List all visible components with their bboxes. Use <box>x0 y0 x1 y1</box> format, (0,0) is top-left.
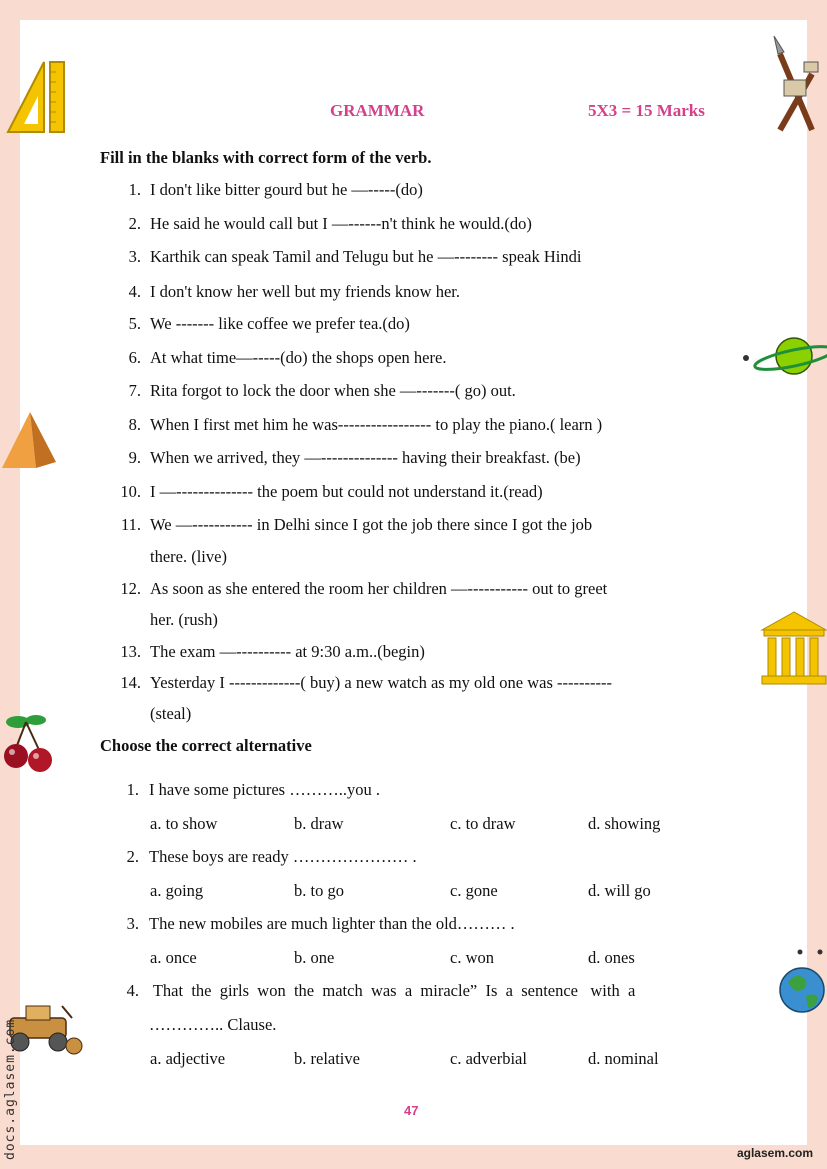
temple-pillars-icon <box>760 610 827 686</box>
question-number: 9. <box>128 448 141 467</box>
question-text: When we arrived, they —-------------- having their breakfast. (be) <box>150 448 581 467</box>
answer-option: c. won <box>450 948 494 967</box>
question-number: 8. <box>128 415 141 434</box>
question-number: 4. <box>126 981 139 1000</box>
question-text: We —----------- in Delhi since I got the job there since I got the job <box>150 515 593 534</box>
question-text: Rita forgot to lock the door when she —-------( go) out. <box>150 381 516 400</box>
question-text: I don't like bitter gourd but he —-----(do) <box>150 180 423 199</box>
section1-heading: Fill in the blanks with correct form of the verb. <box>100 148 432 167</box>
question-text: Yesterday I -------------( buy) a new watch as my old one was ---------- <box>150 673 612 692</box>
question-number: 4. <box>128 282 141 301</box>
answer-option: b. relative <box>294 1049 360 1068</box>
question-text: These boys are ready ………………… . <box>149 847 417 866</box>
question-text: We ------- like coffee we prefer tea.(do) <box>150 314 410 333</box>
question-text: That the girls won the match was a miracle” Is a sentence with a <box>149 981 636 1000</box>
section2-heading: Choose the correct alternative <box>100 736 312 755</box>
question-text: Karthik can speak Tamil and Telugu but he —-------- speak Hindi <box>150 247 582 266</box>
watermark-text: docs.aglasem.com <box>3 1018 18 1160</box>
marks-label: 5X3 = 15 Marks <box>588 101 705 120</box>
answer-option: d. will go <box>588 881 651 900</box>
answer-option: c. to draw <box>450 814 516 833</box>
question-number: 6. <box>128 348 141 367</box>
answer-option: d. showing <box>588 814 661 833</box>
answer-option: a. once <box>150 948 197 967</box>
answer-option: d. nominal <box>588 1049 659 1068</box>
question-text: I have some pictures ………..you . <box>149 780 380 799</box>
answer-option: a. adjective <box>150 1049 226 1068</box>
answer-option: b. one <box>294 948 335 967</box>
compass-tool-icon <box>764 34 824 136</box>
question-text: At what time—-----(do) the shops open here. <box>150 348 447 367</box>
question-text: I don't know her well but my friends know her. <box>150 282 461 301</box>
question-number: 12. <box>120 579 141 598</box>
question-number: 14. <box>120 673 141 692</box>
answer-option: a. going <box>150 881 204 900</box>
question-number: 5. <box>128 314 141 333</box>
question-text: As soon as she entered the room her children —----------- out to greet <box>150 579 608 598</box>
page-number: 47 <box>404 1103 419 1118</box>
question-number: 7. <box>128 381 141 400</box>
question-text-continued: there. (live) <box>150 547 227 566</box>
answer-option: a. to show <box>150 814 218 833</box>
question-text-continued: ………….. Clause. <box>149 1015 277 1034</box>
question-number: 13. <box>120 642 141 661</box>
question-number: 1. <box>126 780 139 799</box>
question-number: 3. <box>128 247 141 266</box>
question-number: 10. <box>120 482 141 501</box>
question-text-continued: her. (rush) <box>150 610 218 629</box>
section-title: GRAMMAR <box>330 101 425 120</box>
question-number: 3. <box>126 914 139 933</box>
question-text: I —-------------- the poem but could not understand it.(read) <box>150 482 543 501</box>
cherries-icon <box>0 708 58 778</box>
question-text-continued: (steal) <box>150 704 192 723</box>
question-number: 1. <box>128 180 141 199</box>
answer-option: d. ones <box>588 948 635 967</box>
answer-option: c. gone <box>450 881 498 900</box>
question-text: The new mobiles are much lighter than the old……… . <box>149 914 515 933</box>
question-text: When I first met him he was----------------- to play the piano.( learn ) <box>150 415 603 434</box>
site-credit: aglasem.com <box>736 1146 813 1160</box>
question-number: 2. <box>128 214 141 233</box>
ruler-triangle-icon <box>4 58 68 136</box>
pyramid-icon <box>0 410 58 470</box>
answer-option: c. adverbial <box>450 1049 527 1068</box>
answer-option: b. draw <box>294 814 344 833</box>
planet-saturn-icon <box>740 332 827 384</box>
question-number: 2. <box>126 847 139 866</box>
question-number: 11. <box>120 515 141 534</box>
question-text: He said he would call but I —------n't think he would.(do) <box>150 214 532 233</box>
answer-option: b. to go <box>294 881 344 900</box>
globe-earth-icon <box>776 946 827 1018</box>
question-text: The exam —---------- at 9:30 a.m..(begin) <box>150 642 425 661</box>
